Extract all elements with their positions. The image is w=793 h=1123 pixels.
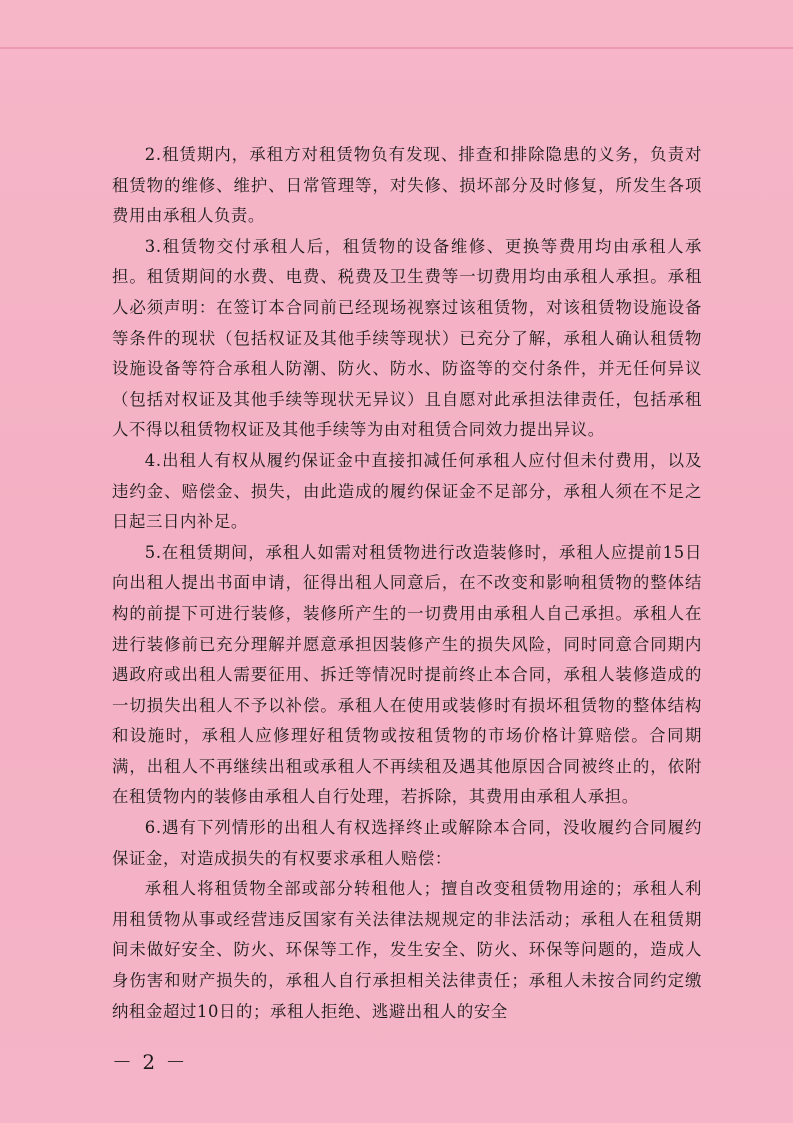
clause-3-paragraph: 3.租赁物交付承租人后，租赁物的设备维修、更换等费用均由承租人承担。租赁期间的水费、电费、税费及卫生费等一切费用均由承租人承担。承租人必须声明：在签订本合同前已经现场视察过该租赁物，对该租赁物设施设备等条件的现状（包括权证及其他手续等现状）已充分了解，承租人确认租赁物设施设备等符合承租人防潮、防火、防水、防盗等的交付条件，并无任何异议（包括对权证及其他手续等现状无异议）且自愿对此承担法律责任，包括承租人不得以租赁物权证及其他手续等为由对租赁合同效力提出异议。 bbox=[112, 236, 702, 440]
clause-4-paragraph: 4.出租人有权从履约保证金中直接扣减任何承租人应付但未付费用，以及违约金、赔偿金、损失，由此造成的履约保证金不足部分，承租人须在不足之日起三日内补足。 bbox=[112, 450, 702, 532]
clause-5-paragraph: 5.在租赁期间，承租人如需对租赁物进行改造装修时，承租人应提前15日向出租人提出书面申请，征得出租人同意后，在不改变和影响租赁物的整体结构的前提下可进行装修，装修所产生的一切费用由承租人自己承担。承租人在进行装修前已充分理解并愿意承担因装修产生的损失风险，同时同意合同期内遇政府或出租人需要征用、拆迁等情况时提前终止本合同，承租人装修造成的一切损失出租人不予以补偿。承租人在使用或装修时有损坏租赁物的整体结构和设施时，承租人应修理好租赁物或按租赁物的市场价格计算赔偿。合同期满，出租人不再继续出租或承租人不再续租及遇其他原因合同被终止的，依附在租赁物内的装修由承租人自行处理，若拆除，其费用由承租人承担。 bbox=[112, 542, 702, 807]
clause-6-conditions-paragraph: 承租人将租赁物全部或部分转租他人；擅自改变租赁物用途的；承租人利用租赁物从事或经营违反国家有关法律法规规定的非法活动；承租人在租赁期间未做好安全、防火、环保等工作，发生安全、防火、环保等问题的，造成人身伤害和财产损失的，承租人自行承担相关法律责任；承租人未按合同约定缴纳租金超过10日的；承租人拒绝、逃避出租人的安全 bbox=[112, 879, 702, 1021]
top-rule-line bbox=[0, 47, 793, 49]
clause-6-paragraph: 6.遇有下列情形的出租人有权选择终止或解除本合同，没收履约合同履约保证金，对造成损失的有权要求承租人赔偿： bbox=[112, 818, 702, 868]
clause-2-paragraph: 2.租赁期内，承租方对租赁物负有发现、排查和排除隐患的义务，负责对租赁物的维修、维护、日常管理等，对失修、损坏部分及时修复，所发生各项费用由承租人负责。 bbox=[112, 145, 702, 226]
contract-body bbox=[112, 140, 702, 1027]
page-number: － 2 － bbox=[112, 1050, 188, 1074]
